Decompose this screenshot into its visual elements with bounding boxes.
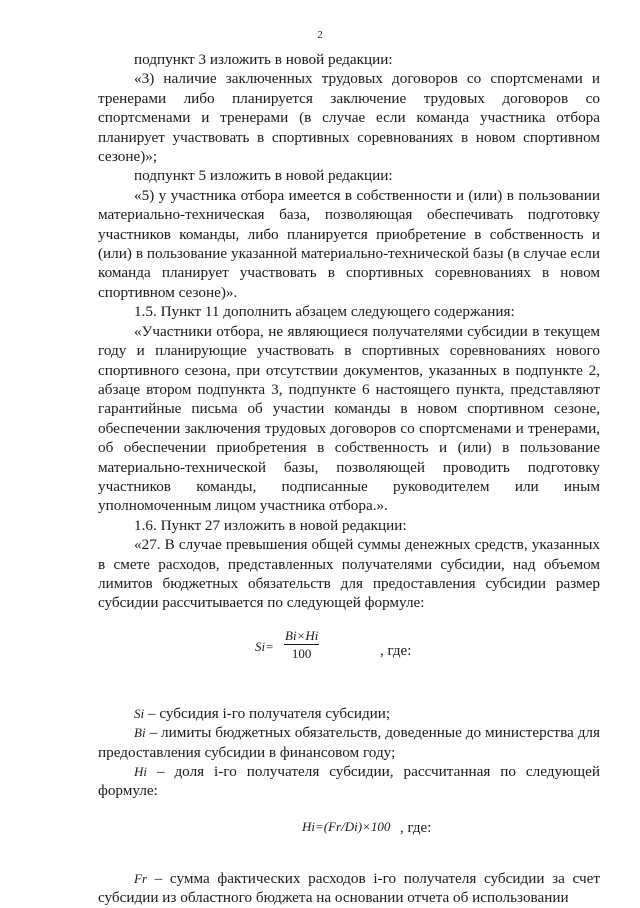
formula-numerator: Bi×Hi [285,627,319,643]
formula-expression: Hi=(Fr/Di)×100 [302,818,391,834]
page-number: 2 [317,29,323,41]
var-hi: Hi [134,764,147,779]
definition-text: – доля i-го получателя субсидии, рассчитанная по следующей формуле: [98,763,600,800]
var-fr: Fr [134,870,147,886]
formula-suffix: , где: [400,819,432,836]
definition-hi [98,762,600,801]
paragraph: подпункт 5 изложить в новой редакции: [134,167,393,185]
formula-fraction [284,628,319,661]
paragraph: «27. В случае превышения общей суммы денежных средств, указанных в смете расходов, представленных получателями субсидии, над объемом лимитов бюджетных обязательств для предоставления субсидии размер субсидии рассчитывается по следующей формуле: [98,536,600,612]
document-body [98,50,600,908]
paragraph: 1.6. Пункт 27 изложить в новой редакции: [134,516,407,534]
paragraph: 1.5. Пункт 11 дополнить абзацем следующего содержания: [134,303,515,321]
formula-denominator: 100 [291,645,312,661]
definition-bi [98,723,600,762]
paragraph: «5) у участника отбора имеется в собственности и (или) в пользовании материально-техническая база, позволяющая обеспечивать подготовку участников команды, либо планируется приобретение в собственность и (или) в пользование указанной материально-технической базы (в случае если команда планирует участвовать в спортивных соревнованиях в новом спортивном сезоне)». [98,186,600,301]
formula-hi [98,801,600,857]
paragraph: подпункт 3 изложить в новой редакции: [134,51,393,68]
definition-text: – сумма фактических расходов i-го получателя субсидии за счет субсидии из областного бюджета на основании отчета об использовании [98,869,600,907]
formula-si [98,613,600,673]
paragraph: «Участники отбора, не являющиеся получателями субсидии в текущем году и планирующие участвовать в спортивных соревнованиях нового спортивного сезона, при отсутствии документов, указанных в подпункте 2, абзаце втором подпункта 3, подпункте 6 настоящего пункта, представляют гарантийные письма об участии команды в новом спортивном сезоне, обеспечении заключения трудовых договоров со спортсменами и тренерами, об обеспечении приобретения в собственность и (или) в пользование материально-технической базы, позволяющей проводить подготовку участников команды, подписанные руководителем или иным уполномоченным лицом участника отбора.». [98,322,600,515]
var-bi: Bi [134,725,146,741]
paragraph: «3) наличие заключенных трудовых договоров со спортсменами и тренерами либо планируется заключение трудовых договоров со спортсменами и тренерами (в случае если команда участника отбора планирует участвовать в спортивных соревнованиях в новом спортивном сезоне)»; [98,70,600,166]
formula-suffix: , где: [380,642,412,659]
formula-lhs: Si= [255,638,274,654]
definition-text: – лимиты бюджетных обязательств, доведенные до министерства для предоставления субсидии в финансовом году; [98,724,600,761]
definition-si [98,704,600,723]
definition-text: – субсидия i-го получателя субсидии; [144,704,391,722]
definition-fr [98,869,600,908]
var-si: Si [134,705,145,721]
